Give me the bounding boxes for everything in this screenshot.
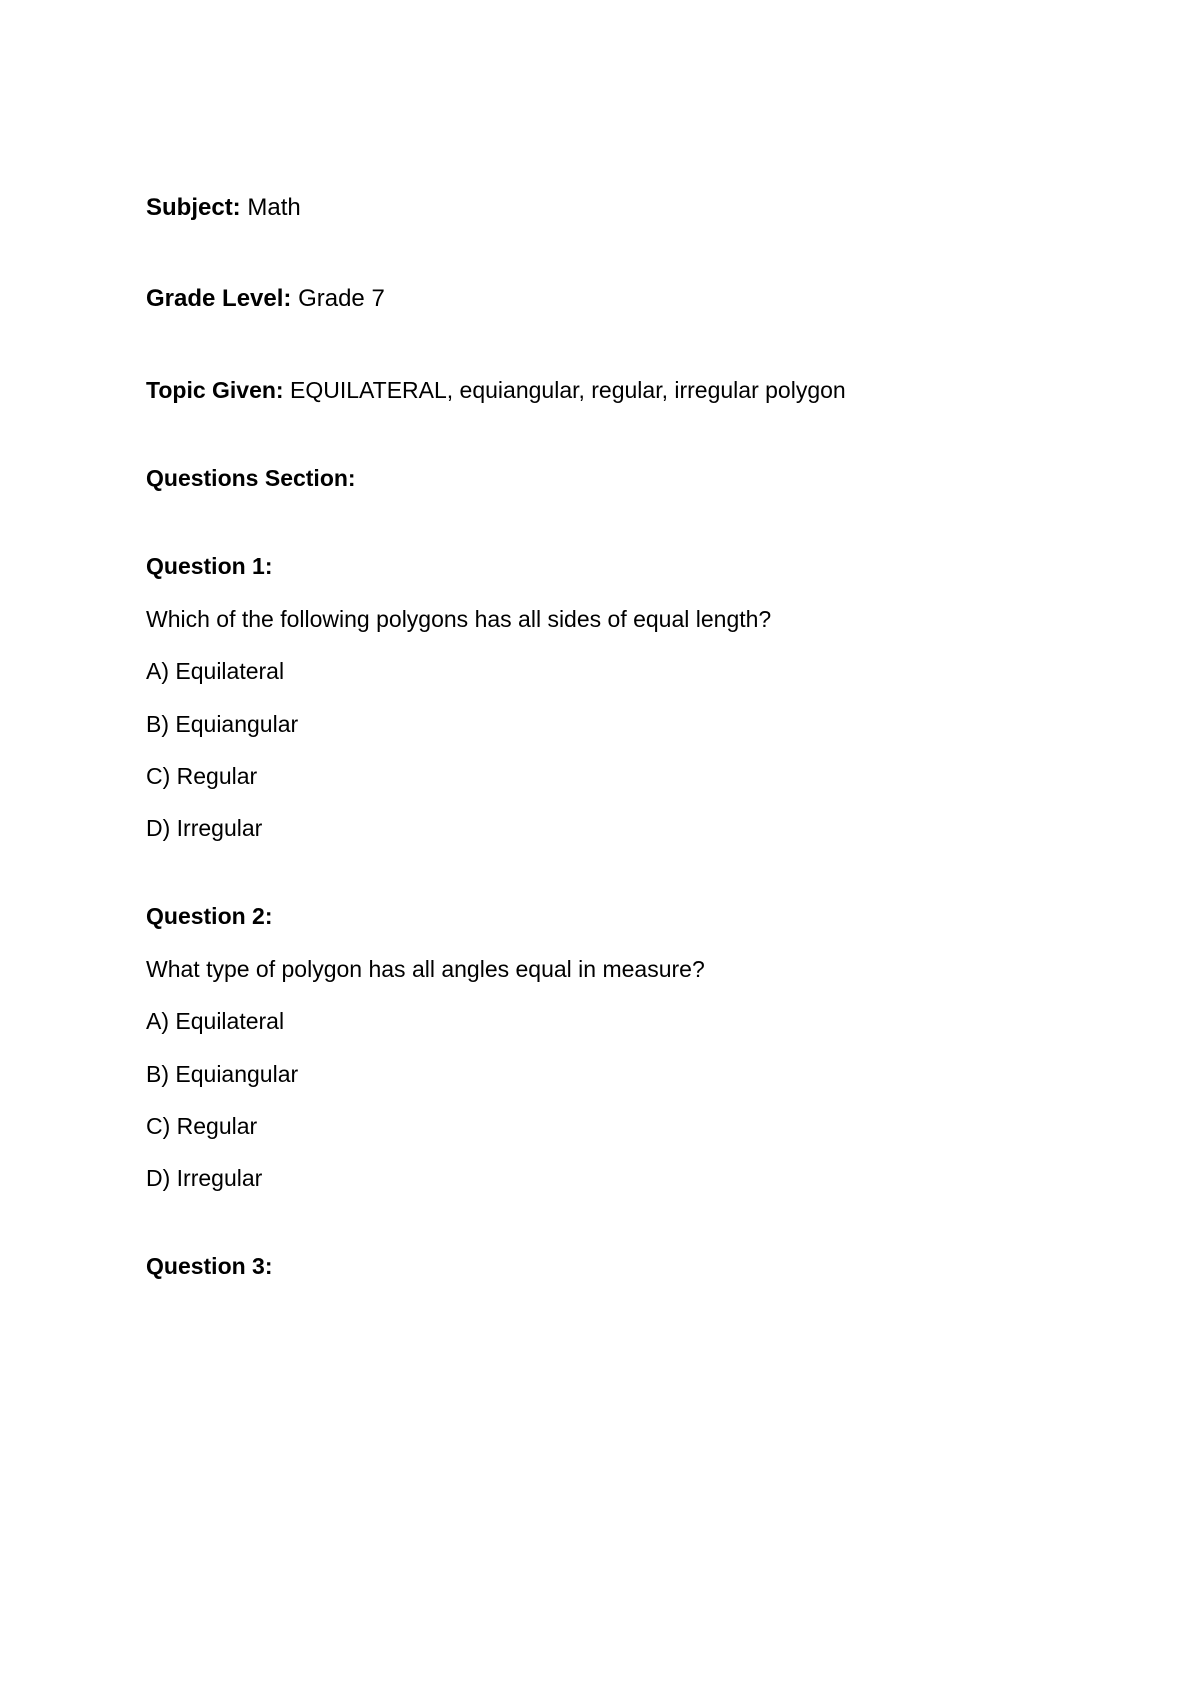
topic-line [146,376,846,404]
question-2-option-d: D) Irregular [146,1165,263,1191]
question-2-text: What type of polygon has all angles equal in measure? [146,956,705,982]
question-2-option-a: A) Equilateral [146,1008,285,1034]
subject-label: Subject: [146,194,241,221]
topic-value: EQUILATERAL, equiangular, regular, irregular polygon [289,377,846,403]
question-1-option-c: C) Regular [146,763,258,789]
grade-label: Grade Level: [146,285,292,312]
grade-line [146,285,385,313]
question-2-option-b: B) Equiangular [146,1061,299,1087]
question-2-option-c: C) Regular [146,1113,258,1139]
question-1-text: Which of the following polygons has all sides of equal length? [146,606,772,632]
question-1-label: Question 1: [146,553,273,579]
topic-label: Topic Given: [146,377,284,403]
question-1-option-b: B) Equiangular [146,711,299,737]
question-3-label: Question 3: [146,1253,273,1279]
subject-line [146,194,301,222]
subject-value: Math [247,194,301,221]
question-2-label: Question 2: [146,903,273,929]
grade-value: Grade 7 [298,285,385,312]
question-1-option-d: D) Irregular [146,815,263,841]
section-title: Questions Section: [146,465,356,491]
question-1-option-a: A) Equilateral [146,658,285,684]
